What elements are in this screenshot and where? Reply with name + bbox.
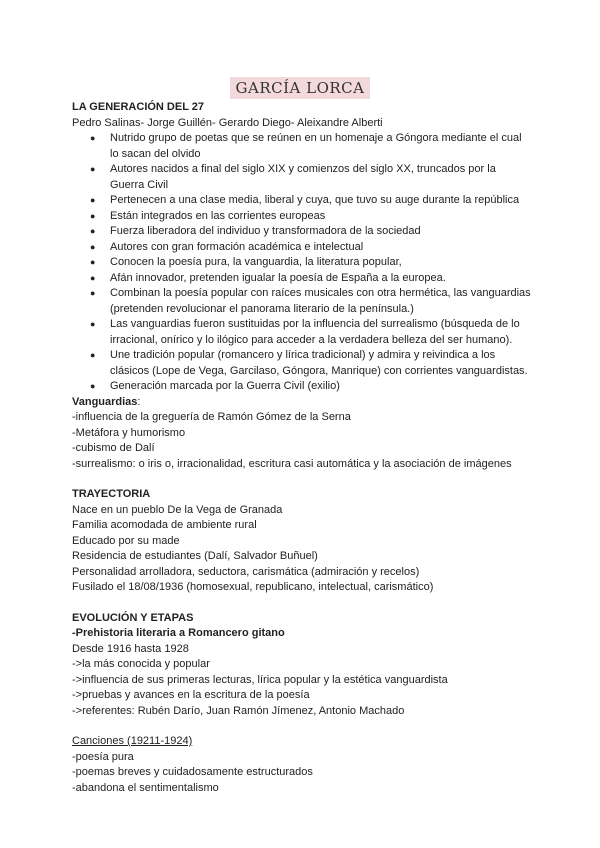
- section-heading-trayectoria: TRAYECTORIA: [72, 488, 151, 500]
- trayectoria-line: Educado por su made: [72, 534, 180, 547]
- evolucion-line: ->pruebas y avances en la escritura de la poesía: [72, 689, 310, 701]
- bullet-item: ● Combinan la poesía popular con raíces musicales con otra hermética, las vanguardias (pretenden revolucionar el panorama literario de la península.): [72, 286, 532, 317]
- bullet-item: ● Las vanguardias fueron sustituidas por la influencia del surrealismo (búsqueda de lo irracional, onírico y lo ilógico para acceder a la verdadera belleza del ser humano).: [72, 317, 532, 348]
- spacer: [72, 472, 532, 487]
- evolucion-line: ->referentes: Rubén Darío, Juan Ramón Jímenez, Antonio Machado: [72, 704, 405, 717]
- subheading-prehistoria: -Prehistoria literaria a Romancero gitano: [72, 627, 285, 639]
- bullet-item: ● Nutrido grupo de poetas que se reúnen en un homenaje a Góngora mediante el cual lo sacan del olvido: [72, 131, 532, 162]
- trayectoria-line: Fusilado el 18/08/1936 (homosexual, republicano, intelectual, carismático): [72, 581, 434, 593]
- bullet-item: ● Fuerza liberadora del individuo y transformadora de la sociedad: [72, 224, 532, 240]
- canciones-line: -poemas breves y cuidadosamente estructurados: [72, 766, 313, 778]
- trayectoria-line: Personalidad arrolladora, seductora, carismática (admiración y recelos): [72, 565, 420, 578]
- canciones-heading: Canciones (19211-1924): [72, 735, 193, 747]
- title-container: [0, 77, 600, 99]
- bullet-item: ● Autores nacidos a final del siglo XIX y comienzos del siglo XX, truncados por la Guerra Civil: [72, 162, 532, 193]
- vanguardias-heading-line: [72, 395, 532, 411]
- canciones-line: -poesía pura: [72, 750, 134, 763]
- bullet-item: ● Pertenecen a una clase media, liberal y cuya, que tuvo su auge durante la república: [72, 193, 532, 209]
- document-body: [72, 100, 532, 796]
- bullet-item: ● Están integrados en las corrientes europeas: [72, 209, 532, 225]
- trayectoria-line: Residencia de estudiantes (Dalí, Salvador Buñuel): [72, 550, 318, 562]
- bullet-item: ● Conocen la poesía pura, la vanguardia, la literatura popular,: [72, 255, 532, 271]
- section-heading-generacion: LA GENERACIÓN DEL 27: [72, 101, 205, 113]
- section-heading-evolucion: EVOLUCIÓN Y ETAPAS: [72, 611, 194, 624]
- bullet-item: ● Afán innovador, pretenden igualar la poesía de España a la europea.: [72, 271, 532, 287]
- evolucion-line: ->la más conocida y popular: [72, 658, 210, 670]
- vanguardias-line: -Metáfora y humorismo: [72, 426, 186, 439]
- page-title: GARCÍA LORCA: [230, 77, 371, 99]
- spacer: [72, 596, 532, 611]
- trayectoria-line: Nace en un pueblo De la Vega de Granada: [72, 503, 283, 516]
- vanguardias-heading: Vanguardias: [72, 395, 138, 408]
- bullet-item: ● Une tradición popular (romancero y lírica tradicional) y admira y reivindica a los clásicos (Lope de Vega, Garcilaso, Góngora, Manrique) con corrientes vanguardistas.: [72, 348, 532, 379]
- evolucion-line: ->influencia de sus primeras lecturas, lírica popular y la estética vanguardista: [72, 673, 448, 686]
- vanguardias-line: -surrealismo: o iris o, irracionalidad, escritura casi automática y la asociación de imágenes: [72, 457, 512, 470]
- canciones-line: -abandona el sentimentalismo: [72, 781, 219, 794]
- bullet-item: ● Autores con gran formación académica e intelectual: [72, 240, 532, 256]
- spacer: [72, 719, 532, 734]
- authors-line: Pedro Salinas- Jorge Guillén- Gerardo Diego- Aleixandre Alberti: [72, 116, 383, 129]
- evolucion-line: Desde 1916 hasta 1928: [72, 642, 189, 655]
- vanguardias-line: -cubismo de Dalí: [72, 442, 155, 454]
- vanguardias-colon: :: [137, 395, 141, 408]
- generacion-bullet-list: [72, 131, 532, 395]
- trayectoria-line: Familia acomodada de ambiente rural: [72, 519, 257, 531]
- bullet-item: ● Generación marcada por la Guerra Civil (exilio): [72, 379, 532, 395]
- vanguardias-line: -influencia de la greguería de Ramón Gómez de la Serna: [72, 411, 351, 423]
